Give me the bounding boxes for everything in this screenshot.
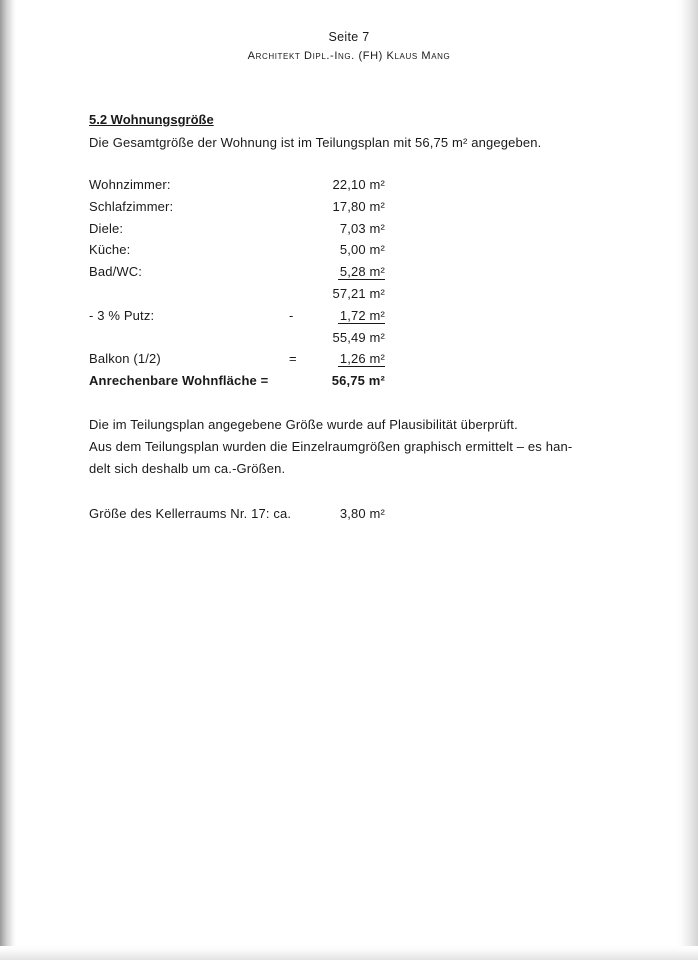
row-value: 55,49 m² <box>332 330 385 345</box>
row-value: 7,03 m² <box>339 221 385 236</box>
row-label: Küche: <box>89 242 131 257</box>
table-row <box>89 330 389 348</box>
cellar-value: 3,80 m² <box>339 506 385 521</box>
note-line-1: Die im Teilungsplan angegebene Größe wurde auf Plausibilität überprüft. <box>89 417 518 432</box>
table-row <box>89 308 389 326</box>
cellar-label: Größe des Kellerraums Nr. 17: ca. <box>89 506 292 521</box>
note-line-3: delt sich deshalb um ca.-Größen. <box>89 461 286 476</box>
row-label: - 3 % Putz: <box>89 308 155 323</box>
table-row <box>89 199 389 217</box>
page-edge-shadow-bottom <box>0 946 698 960</box>
table-row <box>89 177 389 195</box>
table-row <box>89 264 389 282</box>
cellar-row <box>89 506 389 524</box>
table-row <box>89 373 389 391</box>
table-row <box>89 242 389 260</box>
row-value: 56,75 m² <box>331 373 385 388</box>
table-row <box>89 221 389 239</box>
row-value: 1,26 m² <box>339 351 385 366</box>
row-value: 5,00 m² <box>339 242 385 257</box>
section-title: 5.2 Wohnungsgröße <box>89 112 214 127</box>
row-value: 5,28 m² <box>339 264 385 279</box>
row-value: 22,10 m² <box>332 177 385 192</box>
intro-paragraph: Die Gesamtgröße der Wohnung ist im Teilungsplan mit 56,75 m² angegeben. <box>89 135 542 150</box>
table-row <box>89 286 389 304</box>
row-label: Wohnzimmer: <box>89 177 171 192</box>
page-edge-shadow-left <box>0 0 16 960</box>
table-row <box>89 351 389 369</box>
row-value: 17,80 m² <box>332 199 385 214</box>
note-line-2: Aus dem Teilungsplan wurden die Einzelraumgrößen graphisch ermittelt – es han- <box>89 439 573 454</box>
author-line: Architekt Dipl.-Ing. (FH) Klaus Mang <box>247 50 451 62</box>
row-operator: - <box>289 308 294 323</box>
page-number: Seite 7 <box>328 30 370 44</box>
row-label: Schlafzimmer: <box>89 199 174 214</box>
row-label: Bad/WC: <box>89 264 143 279</box>
page-edge-shadow-right <box>676 0 698 960</box>
row-value: 57,21 m² <box>332 286 385 301</box>
row-value: 1,72 m² <box>339 308 385 323</box>
row-label: Balkon (1/2) <box>89 351 161 366</box>
row-label: Diele: <box>89 221 124 236</box>
row-label: Anrechenbare Wohnfläche = <box>89 373 269 388</box>
row-operator: = <box>289 351 297 366</box>
